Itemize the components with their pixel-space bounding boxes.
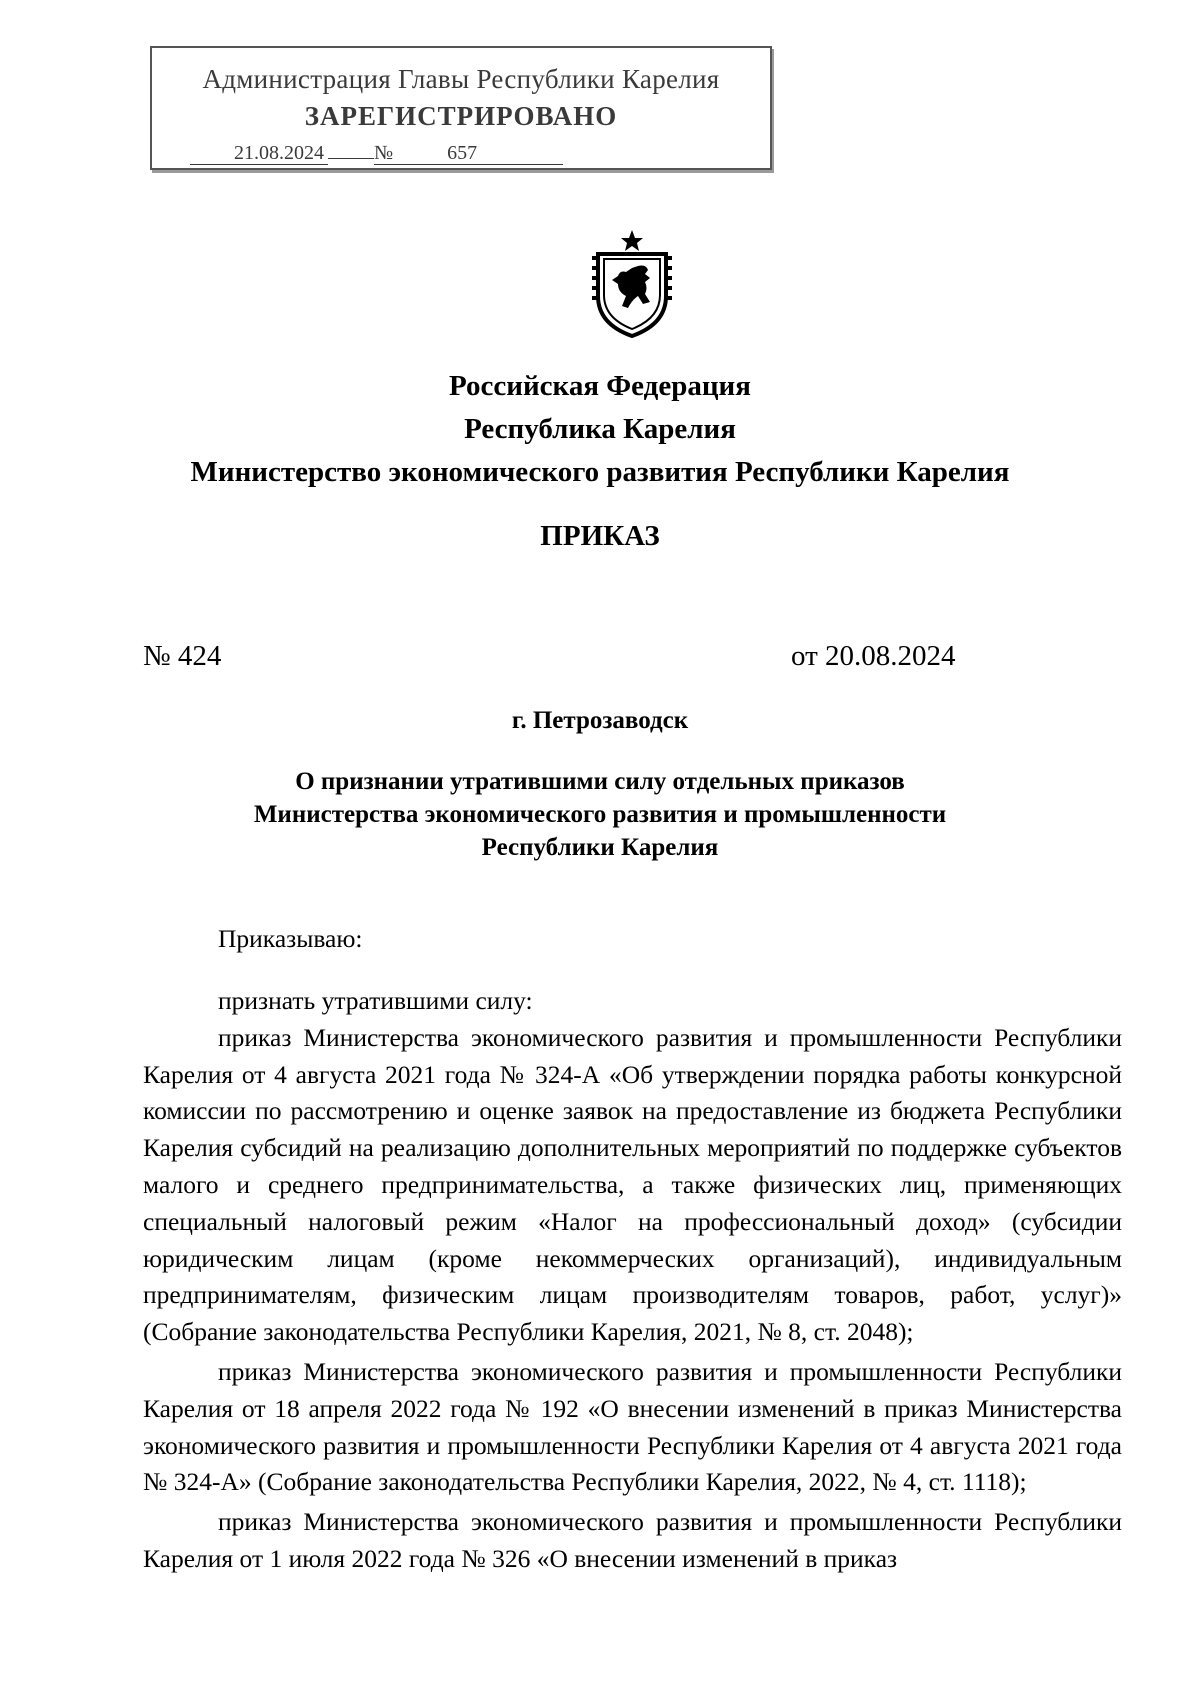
stamp-organization: Администрация Главы Республики Карелия <box>202 64 720 94</box>
registration-stamp <box>150 46 772 170</box>
revoked-order-item-2: приказ Министерства экономического развития и промышленности Республики Карелия от 18 апреля 2022 года № 192 «О внесении изменений в приказ Министерства экономического развития и промышленности Республики Карелия от 4 августа 2021 года № 324-А» (Собрание законодательства Республики Карелия, 2022, № 4, ст. 1118); <box>143 1356 1122 1497</box>
coat-of-arms-emblem <box>588 228 676 338</box>
order-title-line-2: Министерства экономического развития и промышленности <box>253 801 947 828</box>
stamp-number-sign: № <box>374 142 394 164</box>
revoked-order-item-3: приказ Министерства экономического развития и промышленности Республики Карелия от 1 июля 2022 года № 326 «О внесении изменений в приказ <box>143 1507 1122 1573</box>
order-number: № 424 <box>143 640 222 672</box>
ministry-heading: Министерство экономического развития Республики Карелия <box>190 456 1010 488</box>
city-label: г. Петрозаводск <box>511 707 689 734</box>
order-title-line-1: О признании утратившими силу отдельных приказов <box>295 768 905 795</box>
declare-paragraph: признать утратившими силу: <box>218 986 533 1015</box>
order-word: Приказываю: <box>218 924 363 953</box>
order-body <box>143 983 1122 1578</box>
stamp-date-underline-tail <box>328 158 374 159</box>
document-type-heading: ПРИКАЗ <box>540 520 660 552</box>
revoked-order-item-1: приказ Министерства экономического развития и промышленности Республики Карелия от 4 августа 2021 года № 324-А «Об утверждении порядка работы конкурсной комиссии по рассмотрению и оценке заявок на предоставление из бюджета Республики Карелия субсидий на реализацию дополнительных мероприятий по поддержке субъектов малого и среднего предпринимательства, а также физических лиц, применяющих специальный налоговый режим «Налог на профессиональный доход» (субсидии юридическим лицам (кроме некоммерческих организаций), индивидуальным предпринимателям, физическим лицам производителям товаров, работ, услуг)» (Собрание законодательства Республики Карелия, 2021, № 8, ст. 2048); <box>143 1022 1122 1347</box>
stamp-date: 21.08.2024 <box>190 142 328 165</box>
order-date: от 20.08.2024 <box>791 640 956 672</box>
republic-heading: Республика Карелия <box>464 413 736 445</box>
country-heading: Российская Федерация <box>449 370 751 402</box>
order-title-line-3: Республики Карелия <box>481 834 719 861</box>
stamp-status: ЗАРЕГИСТРИРОВАНО <box>304 101 618 131</box>
order-directive <box>143 921 1122 958</box>
stamp-registration-line <box>190 142 563 165</box>
order-title <box>0 765 1200 864</box>
stamp-number: 657 <box>393 142 563 165</box>
